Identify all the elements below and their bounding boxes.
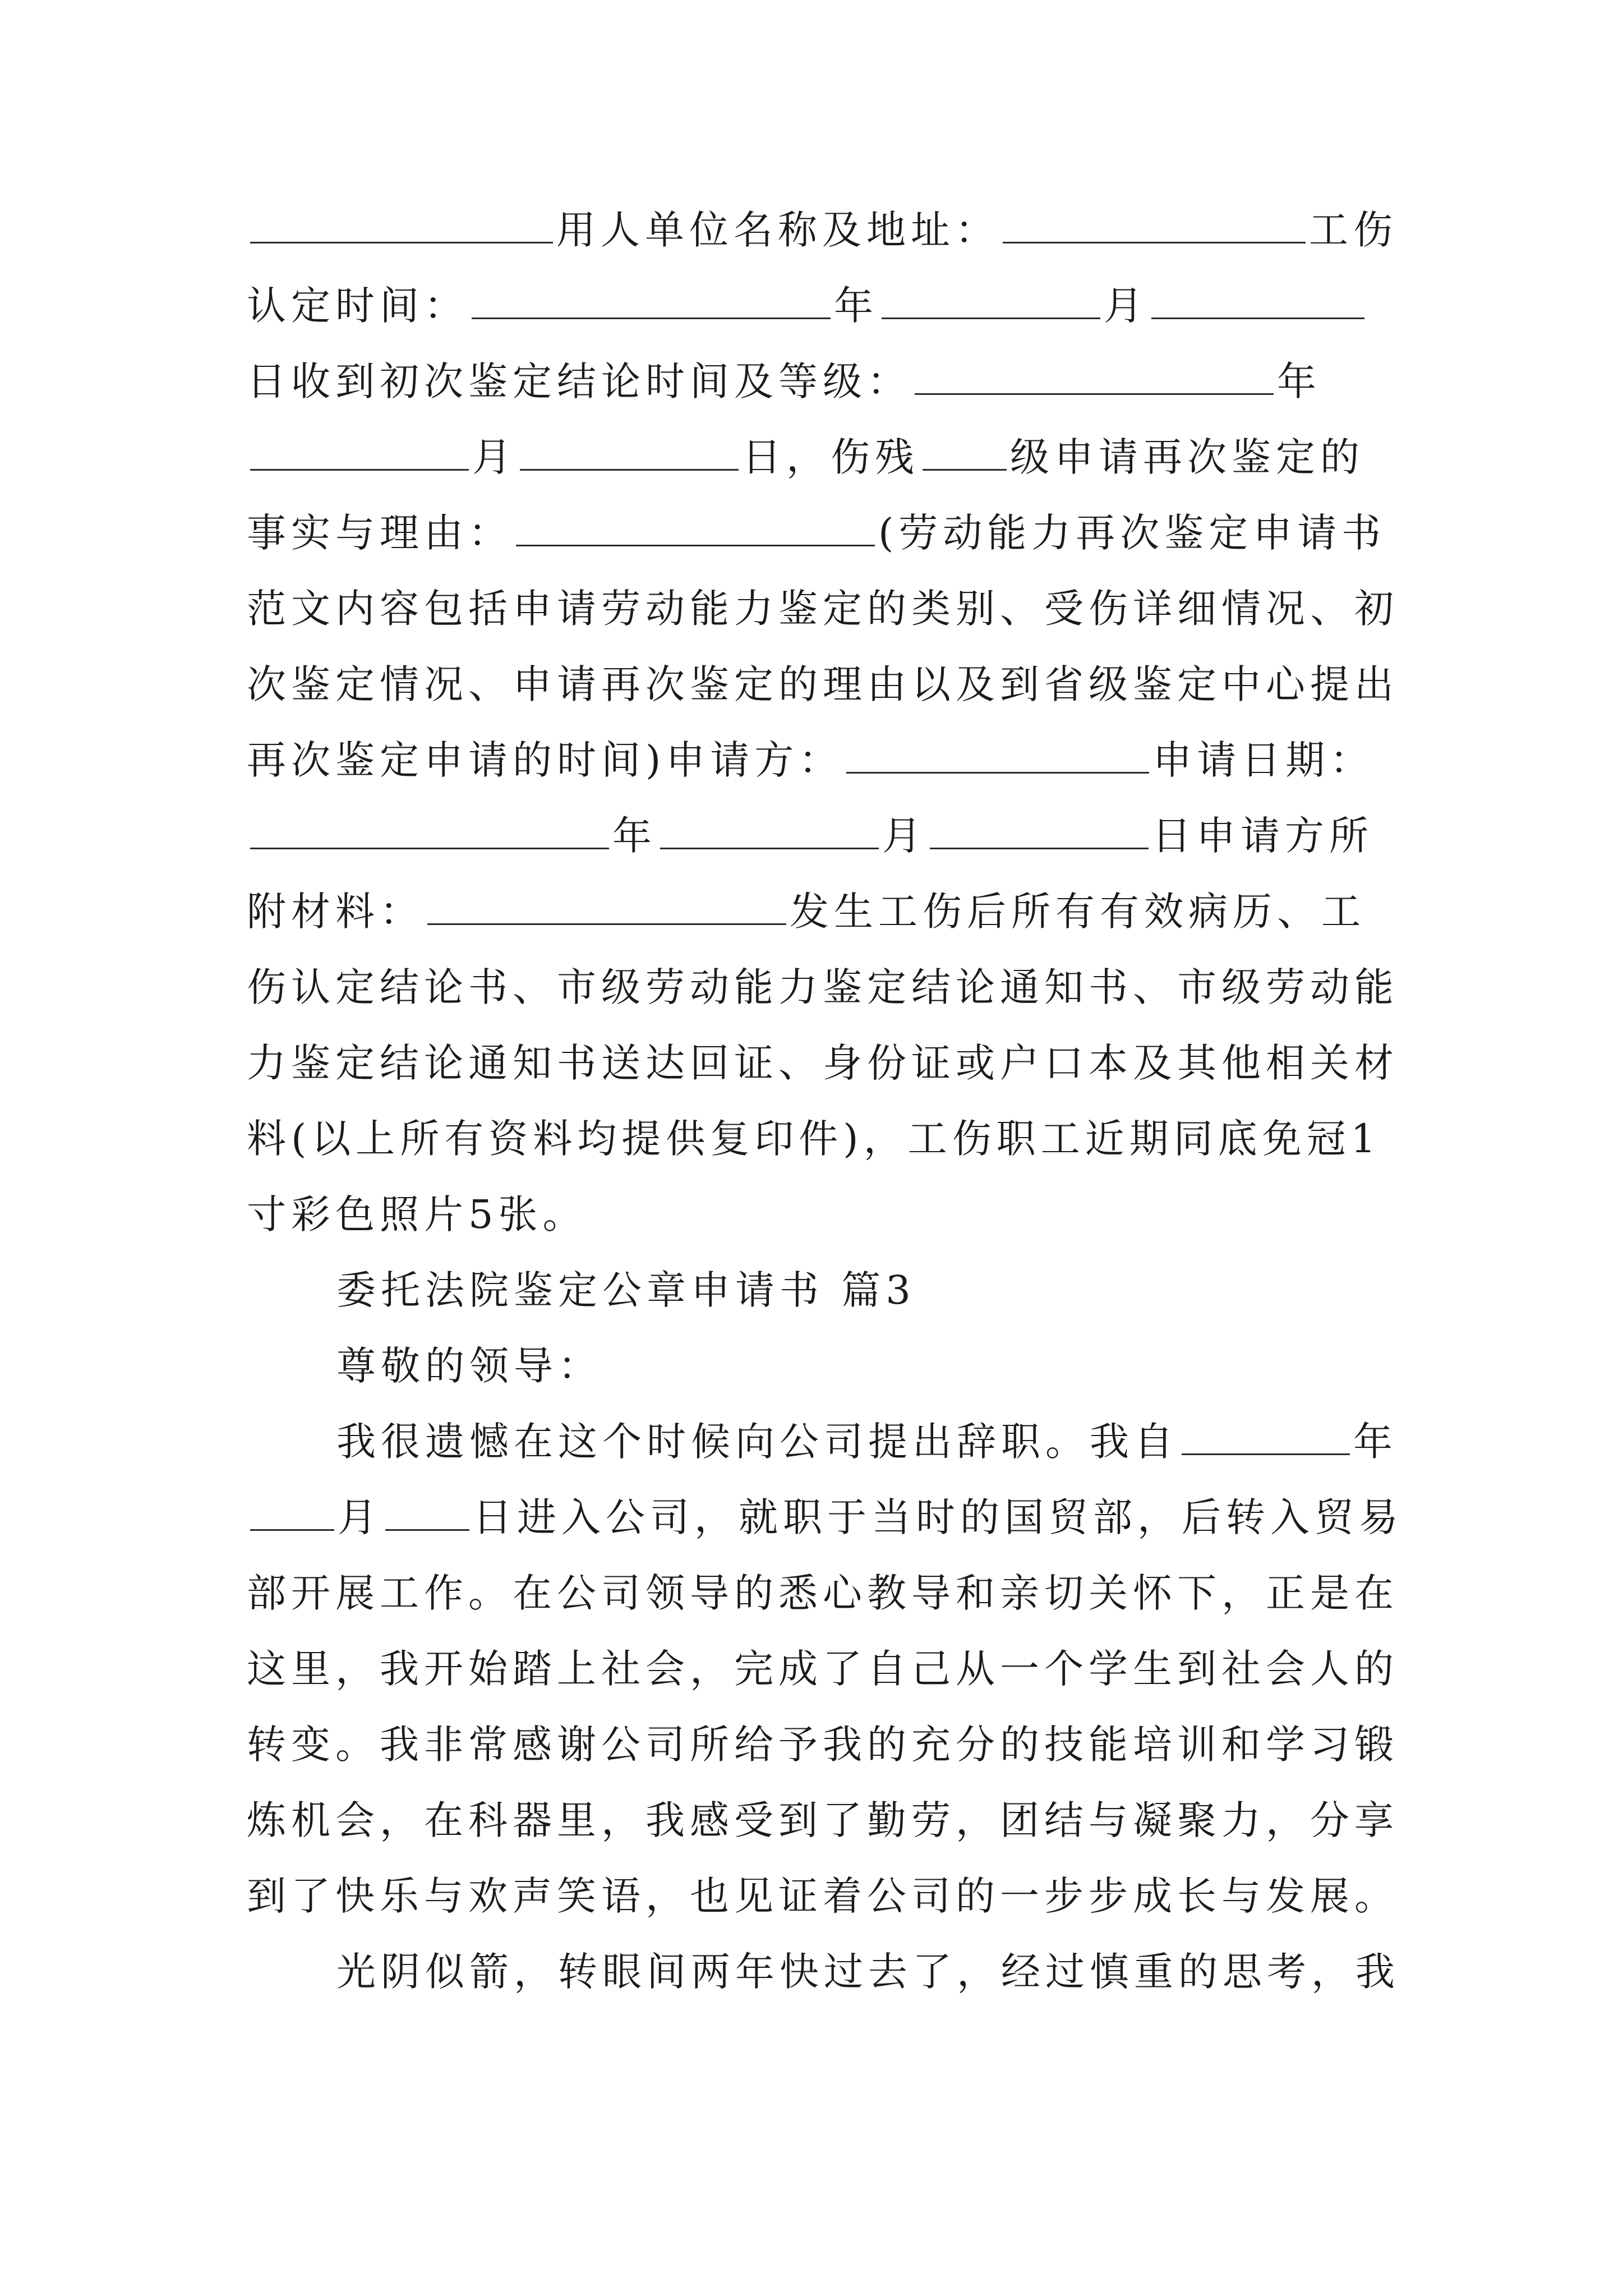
text-segment: 料(以上所有资料均提供复印件)，工伤职工近期同底免冠1 — [247, 1116, 1381, 1162]
letter-line-1 — [336, 1411, 1398, 1473]
form-line-7 — [247, 654, 1399, 715]
form-line-11 — [247, 956, 1399, 1018]
blank-field — [427, 886, 786, 925]
blank-field — [846, 735, 1149, 774]
text-segment: 部开展工作。在公司领导的悉心教导和亲切关怀下，正是在 — [247, 1570, 1399, 1616]
form-line-5 — [247, 502, 1386, 564]
blank-field — [385, 1492, 469, 1531]
form-line-9 — [247, 805, 1373, 867]
text-segment: 级申请再次鉴定的 — [1010, 434, 1364, 480]
text-segment: 日进入公司，就职于当时的国贸部，后转入贸易 — [473, 1494, 1403, 1540]
text-segment: 炼机会，在科器里，我感受到了勤劳，团结与凝聚力，分享 — [247, 1797, 1399, 1843]
text-segment: 到了快乐与欢声笑语，也见证着公司的一步步成长与发展。 — [247, 1873, 1399, 1919]
form-line-3 — [247, 351, 1321, 412]
letter-line-6 — [247, 1789, 1399, 1851]
text-segment: 月 — [1104, 283, 1148, 329]
form-line-14 — [247, 1184, 587, 1245]
text-segment: 寸彩色照片5张。 — [247, 1191, 587, 1237]
text-segment: 月 — [882, 813, 926, 859]
blank-field — [1182, 1416, 1350, 1455]
blank-field — [472, 280, 831, 319]
blank-field — [516, 508, 875, 546]
blank-field — [250, 205, 553, 243]
blank-field — [930, 811, 1149, 849]
letter-line-2 — [247, 1487, 1403, 1548]
text-segment: 再次鉴定申请的时间)申请方： — [247, 737, 843, 783]
text-segment: 附材料： — [247, 889, 424, 935]
text-segment: 这里，我开始踏上社会，完成了自己从一个学生到社会人的 — [247, 1646, 1399, 1692]
letter-line-8 — [336, 1941, 1400, 2003]
text-segment: 力鉴定结论通知书送达回证、身份证或户口本及其他相关材 — [247, 1040, 1399, 1086]
blank-field — [250, 811, 609, 849]
blank-field — [520, 432, 739, 471]
section-heading: 委托法院鉴定公章申请书 篇3 — [336, 1267, 916, 1313]
form-line-10 — [247, 881, 1366, 942]
text-segment: 年 — [1353, 1419, 1398, 1465]
salutation: 尊敬的领导： — [336, 1343, 602, 1389]
form-line-2 — [247, 275, 1368, 337]
text-segment: 日申请方所 — [1152, 813, 1373, 859]
blank-field — [915, 356, 1274, 395]
letter-line-4 — [247, 1638, 1399, 1700]
blank-field — [1151, 280, 1364, 319]
form-line-8 — [247, 729, 1374, 791]
letter-line-7 — [247, 1865, 1399, 1927]
form-line-12 — [247, 1032, 1399, 1094]
text-segment: 事实与理由： — [247, 510, 513, 556]
text-segment: 申请日期： — [1152, 737, 1375, 783]
text-segment: 年 — [834, 283, 878, 329]
form-line-1 — [247, 199, 1398, 261]
blank-field — [250, 432, 469, 471]
text-segment: (劳动能力再次鉴定申请书 — [878, 510, 1386, 556]
text-segment: 伤认定结论书、市级劳动能力鉴定结论通知书、市级劳动能 — [247, 964, 1399, 1010]
blank-field — [1003, 205, 1306, 243]
text-segment: 我很遗憾在这个时候向公司提出辞职。我自 — [336, 1419, 1178, 1465]
form-line-4 — [247, 426, 1364, 488]
text-segment: 范文内容包括申请劳动能力鉴定的类别、受伤详细情况、初 — [247, 586, 1399, 632]
blank-field — [882, 280, 1100, 319]
text-employer-label: 用人单位名称及地址： — [556, 207, 999, 253]
text-segment: 年 — [1277, 358, 1321, 404]
form-line-6 — [247, 578, 1399, 639]
blank-field — [660, 811, 879, 849]
text-segment: 工伤 — [1309, 207, 1398, 253]
text-segment: 月 — [338, 1494, 382, 1540]
blank-field — [923, 432, 1007, 471]
text-segment: 发生工伤后所有有效病历、工 — [790, 889, 1366, 935]
form-line-13 — [247, 1108, 1381, 1170]
letter-line-5 — [247, 1714, 1399, 1775]
letter-line-3 — [247, 1562, 1399, 1624]
blank-field — [250, 1492, 334, 1531]
text-segment: 年 — [612, 813, 657, 859]
text-segment: 认定时间： — [247, 283, 468, 329]
text-segment: 转变。我非常感谢公司所给予我的充分的技能培训和学习锻 — [247, 1722, 1399, 1768]
text-segment: 日，伤残 — [742, 434, 919, 480]
text-segment: 光阴似箭，转眼间两年快过去了，经过慎重的思考，我 — [336, 1949, 1400, 1995]
text-segment: 日收到初次鉴定结论时间及等级： — [247, 358, 911, 404]
text-segment: 次鉴定情况、申请再次鉴定的理由以及到省级鉴定中心提出 — [247, 661, 1399, 707]
text-segment: 月 — [472, 434, 517, 480]
